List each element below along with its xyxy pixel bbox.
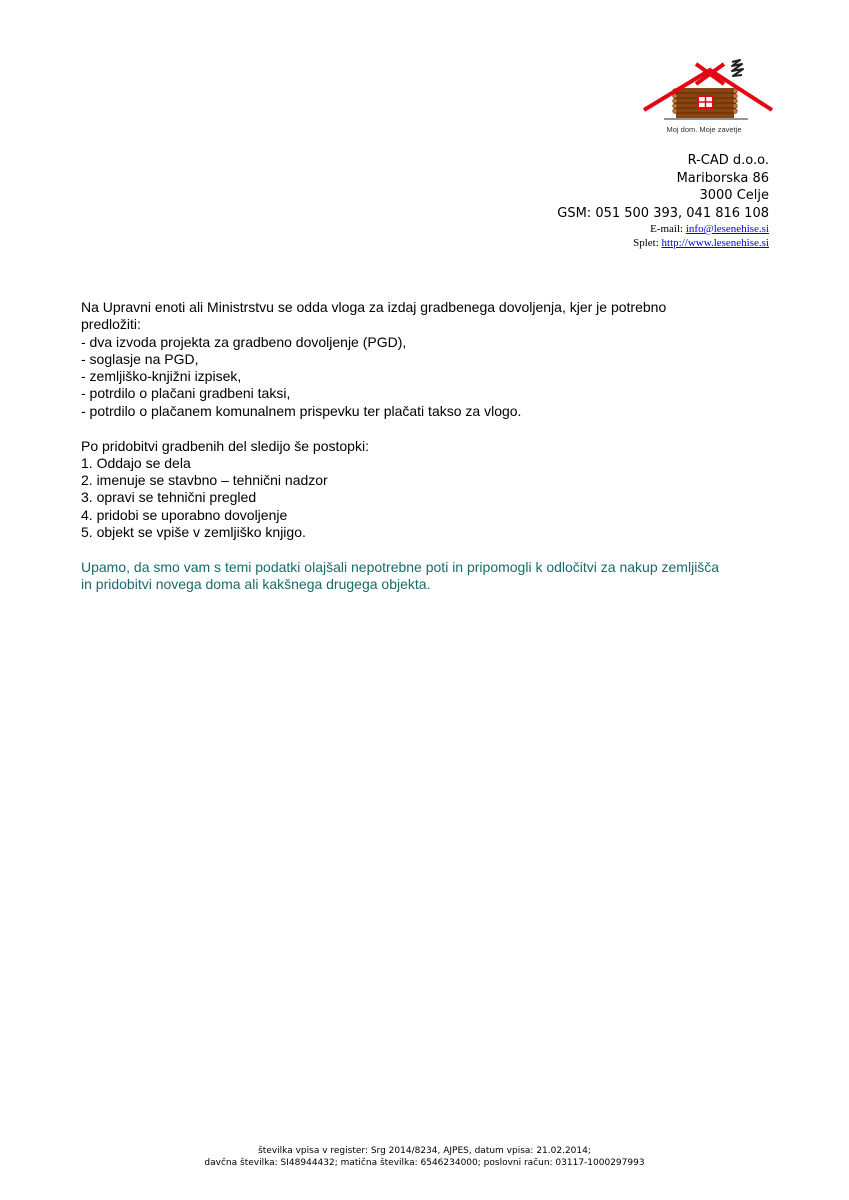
company-street: Mariborska 86 (676, 170, 769, 186)
list-item: 2. imenuje se stavbno – tehnični nadzor (81, 472, 328, 489)
closing-line-2: in pridobitvi novega doma ali kakšnega drugega objekta. (81, 576, 431, 593)
logo-tagline: Moj dom. Moje zavetje (666, 125, 742, 134)
company-logo (640, 58, 775, 138)
footer-line-2: davčna številka: SI48944432; matična številka: 6546234000; poslovni račun: 03117-1000297993 (204, 1158, 645, 1168)
closing-paragraph (81, 559, 781, 594)
company-web-line (449, 236, 769, 250)
company-gsm: GSM: 051 500 393, 041 816 108 (557, 205, 769, 221)
list-item: 3. opravi se tehnični pregled (81, 489, 257, 506)
intro-line-2: predložiti: (81, 316, 141, 333)
closing-line-1: Upamo, da smo vam s temi podatki olajšali nepotrebne poti in pripomogli k odločitvi za nakup zemljišča (81, 558, 720, 575)
company-email-line (449, 222, 769, 236)
web-label: Splet: (633, 237, 662, 249)
list-item: - potrdilo o plačanem komunalnem prispevku ter plačati takso za vlogo. (81, 402, 522, 419)
list-item: 4. pridobi se uporabno dovoljenje (81, 506, 288, 523)
requirements-list (81, 334, 781, 420)
footer-line-1: številka vpisa v register: Srg 2014/8234, AJPES, datum vpisa: 21.02.2014; (258, 1146, 591, 1156)
steps-list (81, 455, 781, 541)
house-logo-icon (640, 58, 775, 126)
email-link[interactable]: info@lesenehise.si (685, 223, 769, 235)
list-item: - zemljiško-knjižni izpisek, (81, 368, 242, 385)
letter-body (81, 299, 781, 593)
company-name: R-CAD d.o.o. (687, 153, 769, 168)
steps-intro: Po pridobitvi gradbenih del sledijo še postopki: (81, 437, 369, 454)
email-label: E-mail: (650, 223, 686, 235)
web-link[interactable]: http://www.lesenehise.si (661, 237, 769, 249)
company-address-block (449, 152, 769, 250)
list-item: - potrdilo o plačani gradbeni taksi, (81, 385, 291, 402)
intro-line-1: Na Upravni enoti ali Ministrstvu se odda vloga za izdaj gradbenega dovoljenja, kjer je potrebno (81, 299, 667, 315)
list-item: - dva izvoda projekta za gradbeno dovoljenje (PGD), (81, 333, 407, 350)
list-item: 5. objekt se vpiše v zemljiško knjigo. (81, 524, 306, 541)
company-city: 3000 Celje (699, 188, 769, 203)
list-item: 1. Oddajo se dela (81, 454, 191, 471)
list-item: - soglasje na PGD, (81, 350, 199, 367)
page-footer (0, 1145, 849, 1169)
